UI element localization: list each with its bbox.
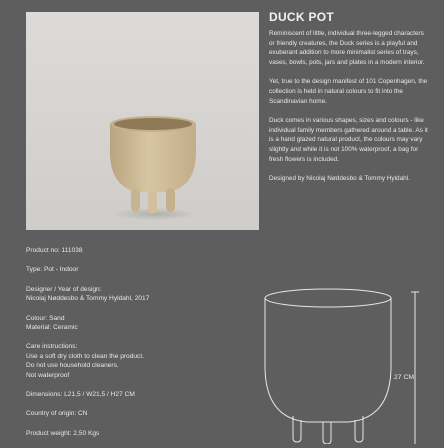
product-description: [269, 29, 429, 194]
pot-body-outline: [265, 298, 391, 422]
care-heading: Care instructions:: [26, 343, 78, 351]
product-number: Product no: 111038: [26, 247, 83, 254]
product-specs: [26, 246, 246, 448]
care-line: Not waterproof: [26, 371, 70, 379]
pot-line-drawing: [255, 286, 435, 444]
colour-material: [26, 314, 246, 333]
dimensions: Dimensions: L21,5 / W21,5 / H27 CM: [26, 391, 135, 399]
designer-info: [26, 285, 246, 304]
material: Material: Ceramic: [26, 324, 78, 332]
pot-leg-outline: [323, 422, 331, 444]
product-title: DUCK POT: [269, 10, 335, 24]
care-instructions: [26, 342, 246, 380]
description-paragraph: Duck comes in various shapes, sizes and colours - like individual family members gathered around a table. As it is a hand glazed natural product, the colours may vary slightly and while it is not 100% waterproof, a bag for fresh flowers is included.: [269, 117, 428, 163]
care-line: Use a soft dry cloth to clean the product.: [26, 352, 145, 360]
designer-heading: Designer / Year of design:: [26, 285, 102, 293]
product-weight: Product weight: 2,50 Kgs: [26, 429, 100, 437]
product-photo: [26, 12, 259, 230]
country-of-origin: Country of origin: CN: [26, 410, 88, 418]
pot-rim-outline: [265, 289, 391, 307]
designer-value: Nicolaj Nøddesbo & Tommy Hyldahl, 2017: [26, 295, 150, 303]
product-type: Type: Pot - Indoor: [26, 266, 79, 274]
designer-credit: Designed by Nicolaj Nøddesbo & Tommy Hyldahl.: [269, 175, 410, 183]
colour: Colour: Sand: [26, 314, 65, 322]
duck-pot-image: [26, 12, 259, 230]
description-paragraph: Reminiscent of little, individual three-legged characters or friendly creatures, the Duck series is a playful and exuberant addition to more minimalist series of trays, vases, bowls, pots, jars and plates in a modern interior.: [269, 30, 425, 66]
description-paragraph: Yet, true to the design manifest of 101 Copenhagen, the collection is held in natural colours to fit into the Scandinavian home.: [269, 78, 428, 105]
height-dimension-label: 27 CM: [394, 374, 415, 381]
care-line: Do not use household cleaners.: [26, 362, 119, 370]
